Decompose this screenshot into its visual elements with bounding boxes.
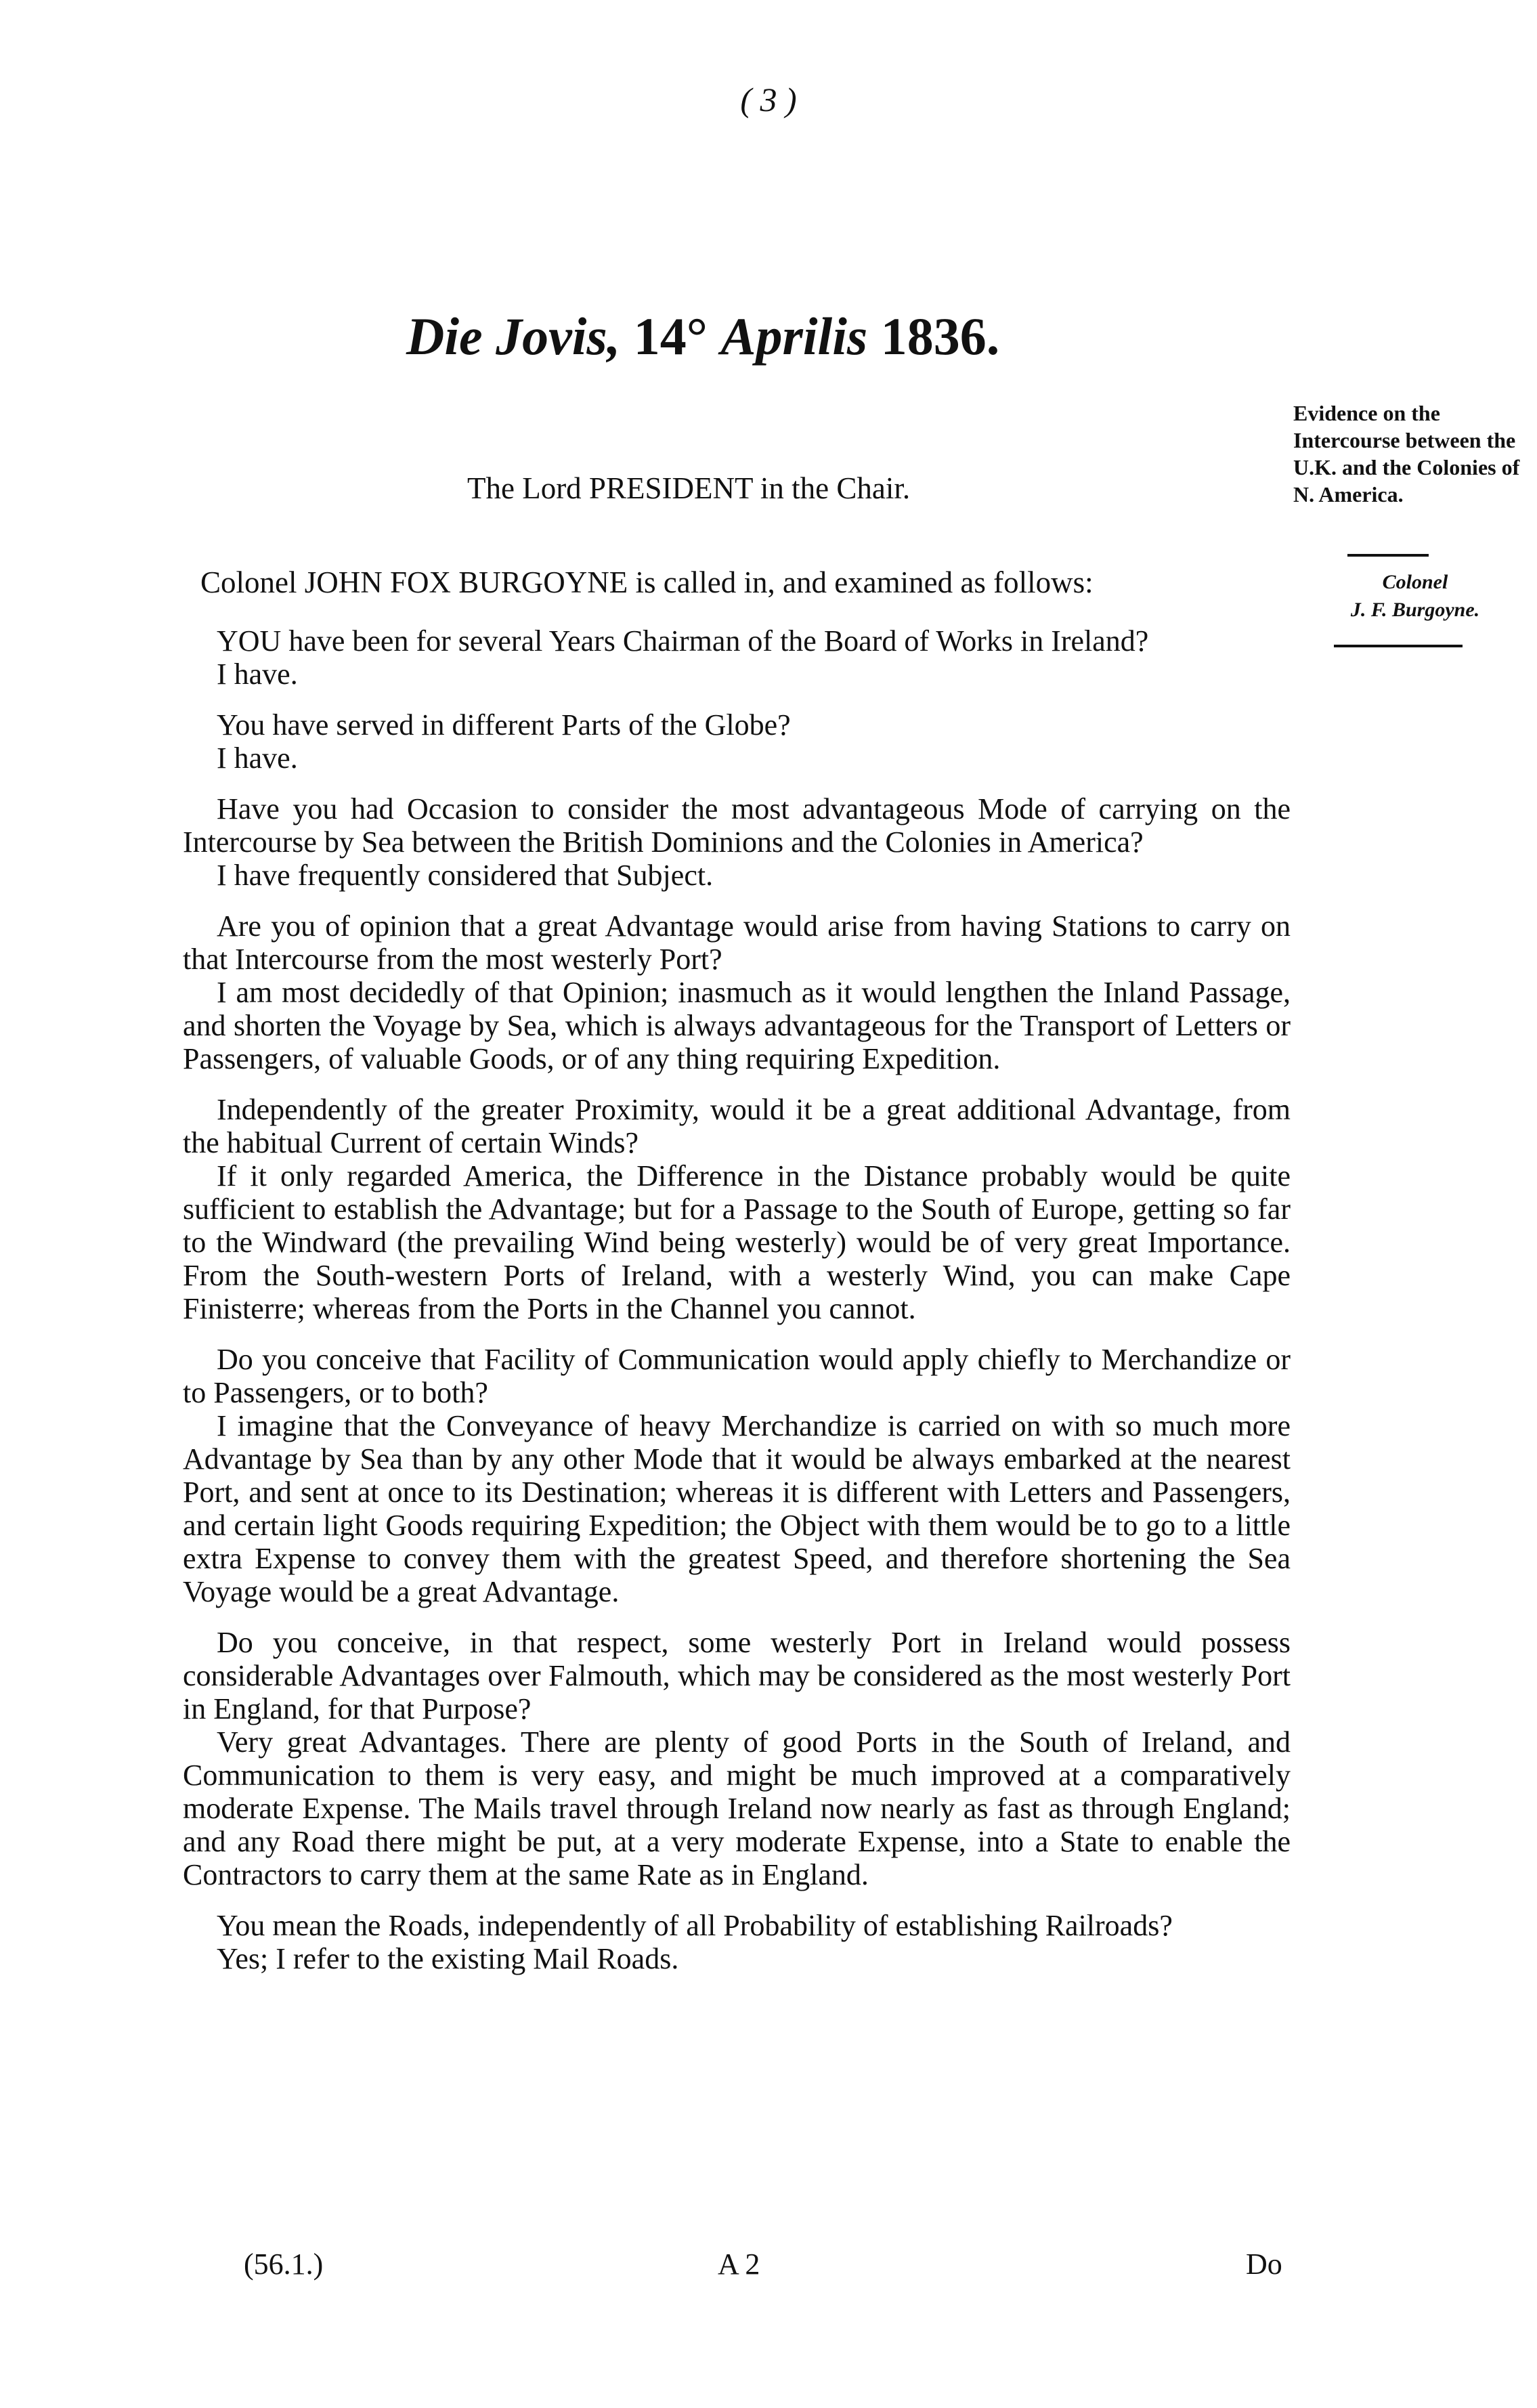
margin-rule (1334, 645, 1463, 647)
qa-exchange (183, 1909, 1291, 1975)
question-text: Independently of the greater Proximity, would it be a great additional Advantage, from the habitual Current of certain Winds? (183, 1093, 1291, 1159)
answer-text: If it only regarded America, the Difference in the Distance probably would be quite sufficient to establish the Advantage; but for a Passage to the South of Europe, getting so far to the Windward (the prevailing Wind being westerly) would be of very great Importance. From the South-western Ports of Ireland, with a westerly Wind, you can make Cape Finisterre; whereas from the Ports in the Channel you cannot. (183, 1159, 1291, 1325)
question-text: You mean the Roads, independently of all Probability of establishing Railroads? (217, 1909, 1173, 1942)
title-month: Aprilis (720, 307, 868, 366)
title-date: 14° (633, 307, 708, 366)
witness-called-in: Colonel JOHN FOX BURGOYNE is called in, and examined as follows: (200, 565, 1094, 599)
margin-witness-rank: Colonel (1382, 571, 1448, 593)
qa-exchange (183, 792, 1291, 892)
margin-witness (1307, 569, 1523, 624)
question-text: Are you of opinion that a great Advantage would arise from having Stations to carry on that Intercourse from the most westerly Port? (183, 909, 1291, 976)
answer-text: I am most decidedly of that Opinion; inasmuch as it would lengthen the Inland Passage, and shorten the Voyage by Sea, which is always advantageous for the Transport of Letters or Passengers, of valuable Goods, or of any thing requiring Expedition. (183, 976, 1291, 1075)
footer-catchword: Do (1246, 2248, 1282, 2281)
qa-exchange (183, 909, 1291, 1075)
title-year: 1836. (880, 307, 1000, 366)
answer-text: I imagine that the Conveyance of heavy Merchandize is carried on with so much more Advantage by Sea than by any other Mode that it would be always embarked at the nearest Port, and sent at once to its Destination; whereas it is different with Letters and Passengers, and certain light Goods requiring Expedition; the Object with them would be to go to a little extra Expense to convey them with the greatest Speed, and therefore shortening the Sea Voyage would be a great Advantage. (183, 1409, 1291, 1608)
answer-text: I have. (217, 658, 298, 691)
question-text: You have served in different Parts of the Globe? (217, 708, 791, 741)
margin-witness-name: J. F. Burgoyne. (1350, 598, 1480, 621)
answer-text: I have frequently considered that Subject. (217, 859, 714, 892)
footer-sheet-number: (56.1.) (244, 2248, 324, 2281)
question-text: Do you conceive, in that respect, some westerly Port in Ireland would possess considerable Advantages over Falmouth, which may be considered as the most westerly Port in England, for that Purpose? (183, 1626, 1291, 1725)
question-text: Have you had Occasion to consider the most advantageous Mode of carrying on the Intercourse by Sea between the British Dominions and the Colonies in America? (183, 792, 1291, 859)
chair-line: The Lord PRESIDENT in the Chair. (467, 471, 911, 505)
question-text: YOU have been for several Years Chairman of the Board of Works in Ireland? (217, 624, 1149, 658)
qa-exchange (183, 624, 1291, 691)
page-number: ( 3 ) (740, 81, 797, 119)
examination-body (183, 624, 1291, 1993)
qa-exchange (183, 1626, 1291, 1891)
qa-exchange (183, 708, 1291, 775)
answer-text: I have. (217, 741, 298, 775)
answer-text: Very great Advantages. There are plenty of good Ports in the South of Ireland, and Communication to them is very easy, and might be much improved at a comparatively moderate Expense. The Mails travel through Ireland now nearly as fast as through England; and any Road there might be put, at a very moderate Expense, into a State to enable the Contractors to carry them at the same Rate as in England. (183, 1725, 1291, 1891)
margin-note-heading: Evidence on the Intercourse between the U.K. and the Colonies of N. America. (1293, 401, 1520, 507)
qa-exchange (183, 1093, 1291, 1325)
answer-text: Yes; I refer to the existing Mail Roads. (217, 1942, 679, 1975)
page-title (406, 306, 999, 367)
margin-rule (1347, 554, 1429, 557)
qa-exchange (183, 1343, 1291, 1608)
title-day: Die Jovis, (406, 307, 621, 366)
footer-signature-mark: A 2 (718, 2248, 760, 2281)
question-text: Do you conceive that Facility of Communication would apply chiefly to Merchandize or to Passengers, or to both? (183, 1343, 1291, 1409)
